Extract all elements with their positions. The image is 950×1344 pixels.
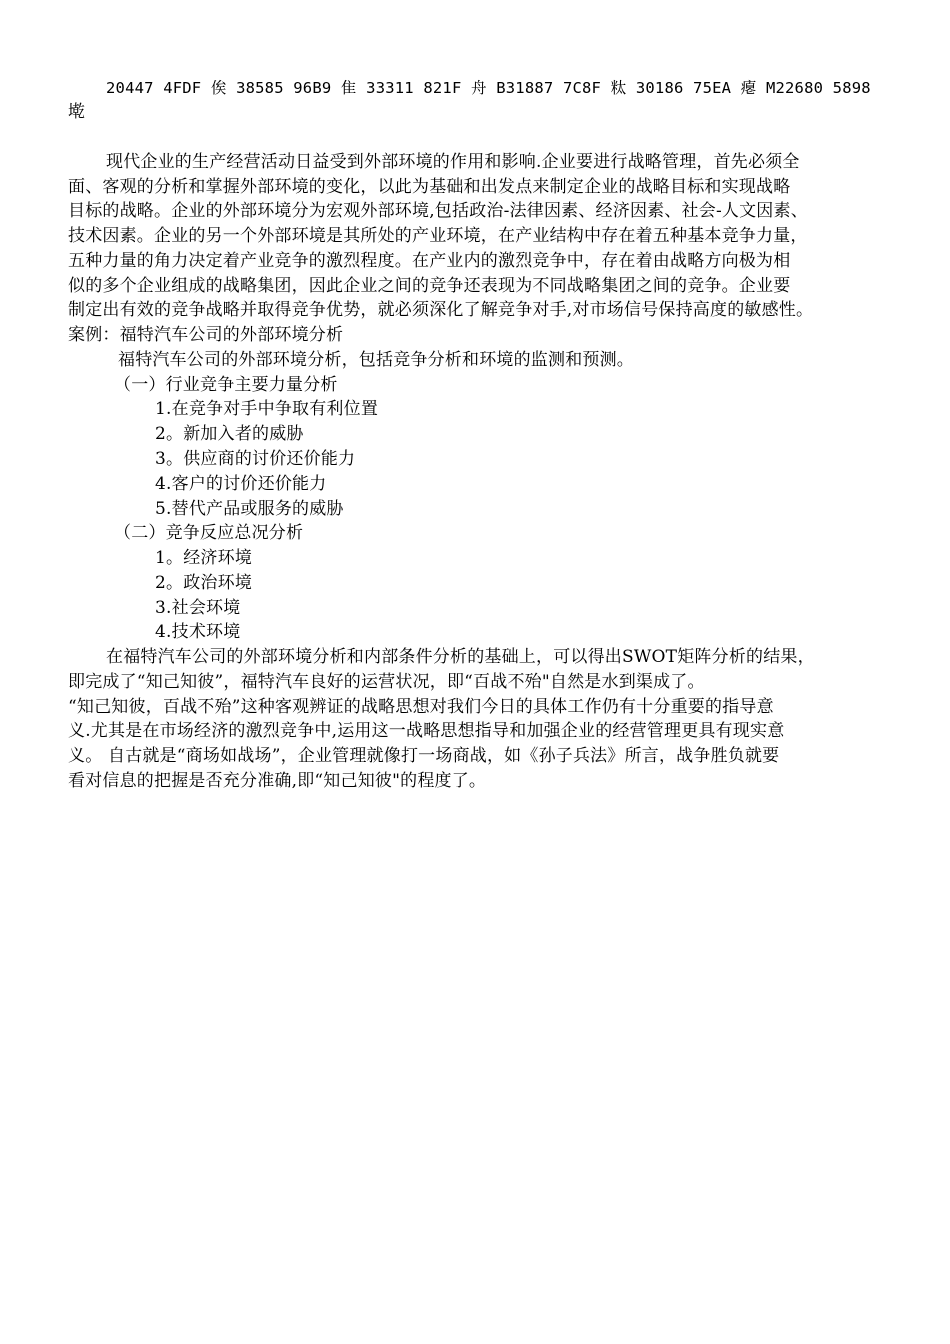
list-item: 3。供应商的讨价还价能力 [155, 449, 356, 469]
final-line: 义.尤其是在市场经济的激烈竞争中,运用这一战略思想指导和加强企业的经营管理更具有现实意 [68, 721, 785, 741]
conclusion-line: 在福特汽车公司的外部环境分析和内部条件分析的基础上，可以得出SWOT矩阵分析的结果， [106, 647, 815, 667]
list-item: 4.技术环境 [155, 622, 241, 642]
final-line: “知己知彼，百战不殆”这种客观辨证的战略思想对我们今日的具体工作仍有十分重要的指导意 [68, 697, 774, 717]
list-item: 2。新加入者的威胁 [155, 424, 304, 444]
final-line: 义。 自古就是“商场如战场”，企业管理就像打一场商战，如《孙子兵法》所言，战争胜负就要 [68, 746, 780, 766]
intro-line: 面、客观的分析和掌握外部环境的变化，以此为基础和出发点来制定企业的战略目标和实现战略 [68, 177, 791, 197]
final-line: 看对信息的把握是否充分准确,即“知己知彼"的程度了。 [68, 771, 487, 791]
intro-line: 似的多个企业组成的战略集团，因此企业之间的竞争还表现为不同战略集团之间的竞争。企业要 [68, 276, 791, 296]
list-item: 1.在竞争对手中争取有利位置 [155, 399, 379, 419]
header-code-line-2: 墘 [68, 102, 86, 122]
conclusion-line: 即完成了“知己知彼”，福特汽车良好的运营状况，即“百战不殆"自然是水到渠成了。 [68, 672, 705, 692]
intro-line: 目标的战略。企业的外部环境分为宏观外部环境,包括政治-法律因素、经济因素、社会-人文因素、 [68, 201, 808, 221]
case-title: 案例：福特汽车公司的外部环境分析 [68, 325, 344, 345]
list-item: 4.客户的讨价还价能力 [155, 474, 327, 494]
list-item: 2。政治环境 [155, 573, 253, 593]
list-item: 3.社会环境 [155, 598, 241, 618]
list-item: 1。经济环境 [155, 548, 253, 568]
intro-line: 五种力量的角力决定着产业竞争的激烈程度。在产业内的激烈竞争中，存在着由战略方向极为相 [68, 251, 791, 271]
header-code-line-1: 20447 4FDF 俟 38585 96B9 隹 33311 821F 舟 B31887 7C8F 粏 30186 75EA 瘪 M22680 5898 [106, 79, 871, 97]
list-item: 5.替代产品或服务的威胁 [155, 499, 344, 519]
intro-line: 现代企业的生产经营活动日益受到外部环境的作用和影响.企业要进行战略管理，首先必须全 [106, 152, 800, 172]
case-intro: 福特汽车公司的外部环境分析，包括竞争分析和环境的监测和预测。 [118, 350, 634, 370]
intro-line: 技术因素。企业的另一个外部环境是其所处的产业环境，在产业结构中存在着五种基本竞争力量， [68, 226, 808, 246]
section-heading: （二）竞争反应总况分析 [114, 523, 304, 543]
section-heading: （一）行业竞争主要力量分析 [114, 375, 338, 395]
intro-line: 制定出有效的竞争战略并取得竞争优势，就必须深化了解竞争对手,对市场信号保持高度的敏感性。 [68, 300, 814, 320]
